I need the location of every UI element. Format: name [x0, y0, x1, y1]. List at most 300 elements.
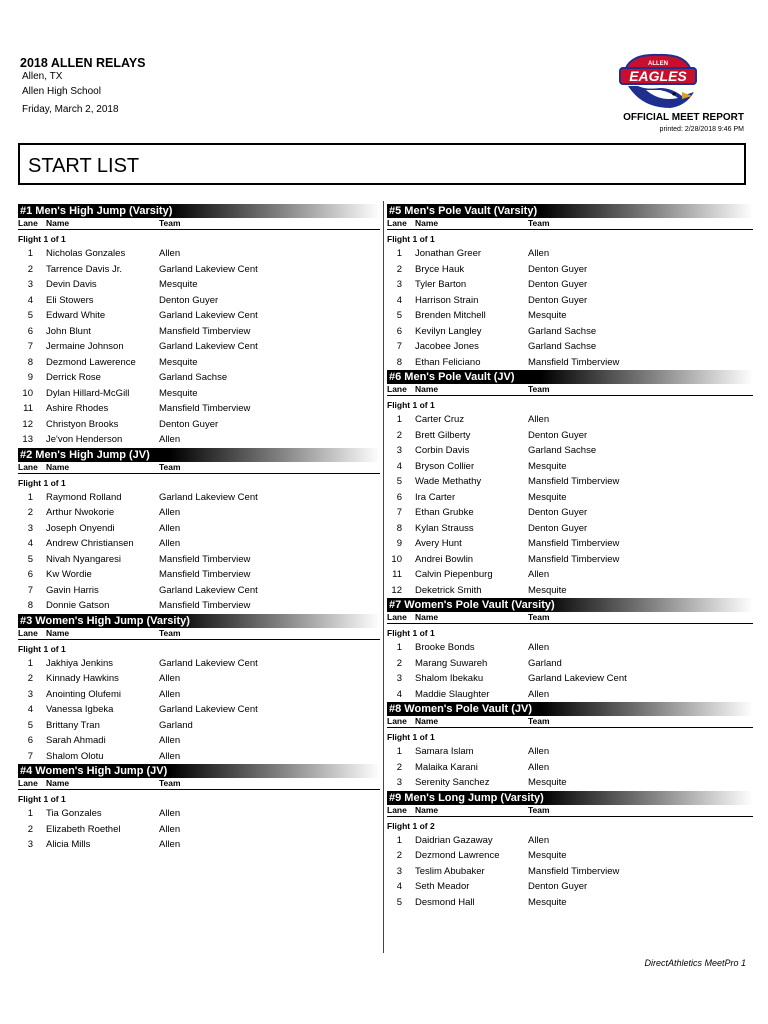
team-name: Allen	[159, 808, 181, 819]
report-label: OFFICIAL MEET REPORT	[623, 112, 744, 123]
athlete-name: Kw Wordie	[46, 569, 92, 580]
entry-row	[18, 749, 380, 765]
flight-label: Flight 1 of 1	[18, 477, 66, 488]
athlete-name: Shalom Olotu	[46, 750, 104, 762]
athlete-name: Corbin Davis	[415, 445, 470, 456]
event-section	[387, 702, 753, 791]
team-name: Mansfield Timberview	[528, 476, 620, 487]
lane-header: Lane	[18, 461, 38, 472]
team-name: Mansfield Timberview	[159, 553, 251, 565]
svg-text:EAGLES: EAGLES	[629, 68, 687, 84]
entry-row	[18, 308, 380, 324]
athlete-name: Carter Cruz	[415, 414, 465, 425]
athlete-name: Dylan Hillard-McGill	[46, 387, 130, 399]
athlete-name: Jakhiya Jenkins	[46, 657, 114, 669]
event-title: #6 Men's Pole Vault (JV)	[387, 370, 753, 384]
entry-row	[387, 355, 753, 371]
team-name: Garland Lakeview Cent	[159, 704, 258, 715]
team-name: Allen	[159, 434, 181, 445]
team-name: Denton Guyer	[528, 522, 588, 534]
athlete-name: Shalom Ibekaku	[415, 673, 484, 684]
athlete-name: Je'von Henderson	[46, 434, 123, 445]
lane-number: 8	[396, 356, 402, 368]
event-section	[18, 448, 380, 614]
footer-software: DirectAthletics MeetPro 1	[644, 958, 746, 968]
entry-row	[387, 552, 753, 568]
entry-row	[18, 656, 380, 672]
team-name: Denton Guyer	[528, 881, 588, 892]
lane-number: 8	[27, 356, 33, 368]
lane-number: 3	[27, 279, 33, 290]
entry-row	[387, 687, 753, 703]
team-header: Team	[528, 612, 550, 622]
lane-number: 6	[396, 491, 402, 503]
athlete-name: Ashire Rhodes	[46, 403, 109, 414]
team-name: Mesquite	[528, 491, 567, 503]
lane-number: 5	[396, 896, 402, 908]
lane-number: 2	[396, 429, 402, 441]
athlete-name: Dezmond Lawrence	[415, 850, 500, 861]
event-section	[18, 614, 380, 765]
entry-row	[18, 552, 380, 568]
column-header	[18, 778, 380, 790]
athlete-name: Eli Stowers	[46, 294, 94, 306]
athlete-name: Teslim Abubaker	[415, 865, 485, 877]
lane-number: 1	[27, 808, 33, 819]
team-name: Garland Sachse	[159, 372, 228, 383]
lane-header: Lane	[387, 612, 407, 622]
athlete-name: Anointing Olufemi	[46, 688, 121, 700]
lane-header: Lane	[387, 218, 407, 228]
lane-number: 3	[396, 445, 402, 456]
lane-header: Lane	[18, 778, 38, 788]
entry-row	[18, 806, 380, 822]
entry-row	[18, 837, 380, 853]
entry-row	[18, 671, 380, 687]
athlete-name: Samara Islam	[415, 746, 474, 757]
entry-row	[18, 432, 380, 448]
entry-row	[387, 308, 753, 324]
entry-row	[387, 428, 753, 444]
team-name: Denton Guyer	[528, 263, 588, 275]
entry-row	[387, 744, 753, 760]
athlete-name: Ira Carter	[415, 491, 456, 503]
lane-number: 2	[27, 263, 33, 275]
flight-label: Flight 1 of 1	[387, 400, 435, 410]
lane-number: 8	[27, 600, 33, 611]
start-list-banner	[18, 143, 746, 185]
team-name: Garland Sachse	[528, 445, 597, 456]
entry-row	[387, 246, 753, 262]
flight-label: Flight 1 of 1	[387, 732, 435, 742]
lane-number: 1	[396, 414, 402, 425]
entry-row	[18, 417, 380, 433]
athlete-name: Brooke Bonds	[415, 642, 475, 653]
entry-row	[387, 760, 753, 776]
page-title: START LIST	[28, 155, 140, 177]
column-header	[18, 218, 380, 230]
event-title: #5 Men's Pole Vault (Varsity)	[387, 204, 753, 218]
team-header: Team	[159, 218, 181, 228]
team-name: Mesquite	[528, 584, 567, 596]
event-section	[18, 764, 380, 853]
team-name: Mansfield Timberview	[528, 356, 620, 368]
team-header: Team	[159, 461, 181, 472]
athlete-name: Daidrian Gazaway	[415, 834, 493, 846]
entry-row	[18, 339, 380, 355]
lane-number: 11	[392, 569, 402, 580]
entry-row	[18, 822, 380, 838]
team-name: Garland	[528, 657, 562, 669]
event-title: #7 Women's Pole Vault (Varsity)	[387, 598, 753, 612]
team-name: Mansfield Timberview	[159, 569, 251, 580]
lane-number: 3	[396, 865, 402, 877]
name-header: Name	[46, 778, 70, 788]
athlete-name: Andrew Christiansen	[46, 538, 134, 549]
lane-number: 4	[396, 881, 402, 892]
team-name: Allen	[159, 522, 181, 534]
entry-row	[387, 864, 753, 880]
team-name: Mansfield Timberview	[159, 325, 251, 337]
column-header	[387, 805, 753, 817]
meet-city: Allen, TX	[22, 71, 63, 82]
entry-row	[18, 386, 380, 402]
lane-number: 1	[396, 642, 402, 653]
lane-number: 2	[396, 850, 402, 861]
athlete-name: Maddie Slaughter	[415, 688, 490, 700]
lane-number: 2	[396, 263, 402, 275]
athlete-name: Vanessa Igbeka	[46, 704, 114, 715]
event-section	[387, 370, 753, 598]
team-name: Garland Sachse	[528, 341, 597, 352]
lane-number: 1	[396, 834, 402, 846]
entry-row	[387, 833, 753, 849]
athlete-name: Derrick Rose	[46, 372, 101, 383]
athlete-name: Sarah Ahmadi	[46, 735, 106, 746]
entry-row	[387, 262, 753, 278]
lane-number: 12	[391, 584, 402, 596]
event-title: #2 Men's High Jump (JV)	[18, 448, 380, 462]
column-header	[18, 628, 380, 640]
team-name: Allen	[159, 507, 181, 518]
lane-number: 10	[22, 387, 33, 399]
athlete-name: Tyler Barton	[415, 279, 467, 290]
athlete-name: Bryson Collier	[415, 460, 475, 472]
lane-number: 3	[396, 777, 402, 788]
athlete-name: John Blunt	[46, 325, 91, 337]
lane-number: 6	[27, 735, 33, 746]
entry-row	[18, 324, 380, 340]
athlete-name: Wade Methathy	[415, 476, 482, 487]
team-name: Mansfield Timberview	[528, 538, 620, 549]
athlete-name: Andrei Bowlin	[415, 553, 474, 565]
lane-number: 3	[27, 688, 33, 700]
team-name: Allen	[159, 735, 181, 746]
lane-header: Lane	[387, 716, 407, 726]
entry-row	[387, 459, 753, 475]
team-name: Denton Guyer	[528, 294, 588, 306]
team-name: Mesquite	[159, 356, 198, 368]
lane-header: Lane	[18, 218, 38, 228]
entry-row	[387, 536, 753, 552]
name-header: Name	[415, 218, 439, 228]
flight-label: Flight 1 of 1	[18, 794, 66, 804]
lane-number: 4	[396, 688, 402, 700]
team-name: Allen	[159, 673, 181, 684]
athlete-name: Alicia Mills	[46, 839, 91, 850]
team-name: Allen	[528, 761, 550, 773]
athlete-name: Jacobee Jones	[415, 341, 479, 352]
column-divider	[383, 201, 384, 953]
lane-number: 3	[396, 673, 402, 684]
athlete-name: Edward White	[46, 310, 106, 321]
team-name: Allen	[528, 569, 550, 580]
name-header: Name	[46, 218, 70, 228]
athlete-name: Seth Meador	[415, 881, 470, 892]
team-name: Allen	[159, 750, 181, 762]
entry-row	[18, 246, 380, 262]
athlete-name: Brett Gilberty	[415, 429, 471, 441]
allen-eagles-logo	[612, 52, 704, 112]
event-title: #8 Women's Pole Vault (JV)	[387, 702, 753, 716]
event-section	[387, 791, 753, 911]
entry-row	[387, 412, 753, 428]
athlete-name: Nicholas Gonzales	[46, 248, 126, 259]
lane-number: 4	[27, 294, 33, 306]
team-name: Garland Lakeview Cent	[159, 263, 258, 275]
svg-text:ALLEN: ALLEN	[648, 61, 668, 67]
team-name: Mesquite	[528, 310, 567, 321]
lane-number: 4	[27, 704, 33, 715]
lane-number: 10	[391, 553, 402, 565]
team-name: Garland Lakeview Cent	[159, 491, 258, 503]
entry-row	[387, 640, 753, 656]
team-name: Mansfield Timberview	[528, 865, 620, 877]
athlete-name: Dezmond Lawerence	[46, 356, 136, 368]
entry-row	[18, 718, 380, 734]
lane-number: 11	[23, 403, 33, 414]
athlete-name: Calvin Piepenburg	[415, 569, 493, 580]
athlete-name: Harrison Strain	[415, 294, 479, 306]
event-section	[387, 204, 753, 370]
lane-number: 1	[27, 248, 33, 259]
lane-number: 4	[396, 460, 402, 472]
entry-row	[18, 521, 380, 537]
entry-row	[387, 474, 753, 490]
meet-venue: Allen High School	[22, 86, 101, 97]
lane-number: 13	[22, 434, 33, 445]
team-name: Allen	[159, 688, 181, 700]
entry-row	[387, 490, 753, 506]
lane-number: 1	[396, 248, 402, 259]
entry-row	[18, 262, 380, 278]
athlete-name: Desmond Hall	[415, 896, 475, 908]
team-name: Mesquite	[528, 460, 567, 472]
flight-label: Flight 1 of 1	[387, 234, 435, 244]
event-title: #1 Men's High Jump (Varsity)	[18, 204, 380, 218]
team-name: Allen	[528, 642, 550, 653]
team-name: Mesquite	[159, 387, 198, 399]
team-name: Garland Lakeview Cent	[528, 673, 627, 684]
lane-number: 3	[27, 522, 33, 534]
entry-row	[387, 879, 753, 895]
lane-number: 1	[396, 746, 402, 757]
lane-number: 2	[27, 673, 33, 684]
athlete-name: Arthur Nwokorie	[46, 507, 115, 518]
lane-number: 7	[396, 507, 402, 518]
event-title: #9 Men's Long Jump (Varsity)	[387, 791, 753, 805]
athlete-name: Bryce Hauk	[415, 263, 465, 275]
athlete-name: Tarrence Davis Jr.	[46, 263, 123, 275]
athlete-name: Ethan Grubke	[415, 507, 474, 518]
lane-number: 7	[27, 750, 33, 762]
lane-number: 6	[396, 325, 402, 337]
entry-row	[387, 324, 753, 340]
entry-row	[387, 277, 753, 293]
entry-row	[18, 277, 380, 293]
flight-label: Flight 1 of 1	[18, 643, 66, 654]
entry-row	[18, 702, 380, 718]
lane-number: 7	[396, 341, 402, 352]
lane-number: 12	[22, 418, 33, 430]
entry-row	[18, 687, 380, 703]
name-header: Name	[415, 804, 439, 815]
team-header: Team	[528, 218, 550, 228]
flight-label: Flight 1 of 1	[18, 234, 66, 244]
athlete-name: Deketrick Smith	[415, 584, 482, 596]
entry-row	[18, 293, 380, 309]
team-name: Mansfield Timberview	[159, 403, 251, 414]
lane-number: 9	[27, 372, 33, 383]
lane-number: 5	[27, 553, 33, 565]
entry-row	[18, 370, 380, 386]
team-name: Allen	[159, 823, 181, 835]
lane-number: 1	[27, 491, 33, 503]
athlete-name: Jonathan Greer	[415, 248, 482, 259]
team-header: Team	[159, 778, 181, 788]
lane-header: Lane	[387, 384, 407, 394]
team-header: Team	[528, 716, 550, 726]
lane-header: Lane	[18, 627, 38, 638]
athlete-name: Malaika Karani	[415, 761, 478, 773]
lane-number: 8	[396, 522, 402, 534]
entry-row	[387, 895, 753, 911]
lane-number: 5	[396, 476, 402, 487]
athlete-name: Devin Davis	[46, 279, 97, 290]
lane-number: 6	[27, 569, 33, 580]
lane-number: 5	[27, 310, 33, 321]
name-header: Name	[415, 716, 439, 726]
entry-row	[18, 583, 380, 599]
team-name: Mesquite	[528, 850, 567, 861]
team-name: Denton Guyer	[528, 279, 588, 290]
team-name: Mesquite	[528, 896, 567, 908]
entry-row	[387, 339, 753, 355]
team-name: Garland Lakeview Cent	[159, 584, 258, 596]
team-name: Allen	[159, 839, 181, 850]
team-name: Denton Guyer	[528, 507, 588, 518]
athlete-name: Brittany Tran	[46, 719, 100, 731]
lane-number: 2	[27, 823, 33, 835]
athlete-name: Christyon Brooks	[46, 418, 119, 430]
team-name: Allen	[528, 688, 550, 700]
athlete-name: Serenity Sanchez	[415, 777, 490, 788]
lane-number: 2	[396, 761, 402, 773]
event-title: #3 Women's High Jump (Varsity)	[18, 614, 380, 628]
team-header: Team	[528, 384, 550, 394]
lane-number: 3	[27, 839, 33, 850]
entry-row	[18, 733, 380, 749]
column-header	[387, 716, 753, 728]
team-name: Allen	[159, 248, 181, 259]
athlete-name: Kevilyn Langley	[415, 325, 482, 337]
column-header	[387, 612, 753, 624]
team-name: Garland Sachse	[528, 325, 597, 337]
lane-number: 5	[396, 310, 402, 321]
entry-row	[387, 521, 753, 537]
entry-row	[387, 656, 753, 672]
entry-row	[387, 567, 753, 583]
team-name: Mesquite	[528, 777, 567, 788]
athlete-name: Donnie Gatson	[46, 600, 110, 611]
lane-number: 7	[27, 584, 33, 596]
team-name: Garland	[159, 719, 193, 731]
lane-number: 9	[396, 538, 402, 549]
column-header	[387, 384, 753, 396]
team-header: Team	[159, 627, 181, 638]
athlete-name: Marang Suwareh	[415, 657, 488, 669]
team-name: Allen	[159, 538, 181, 549]
lane-header: Lane	[387, 804, 407, 815]
team-name: Allen	[528, 414, 550, 425]
flight-label: Flight 1 of 1	[387, 628, 435, 638]
athlete-name: Kinnady Hawkins	[46, 673, 119, 684]
entry-row	[387, 775, 753, 791]
athlete-name: Nivah Nyangaresi	[46, 553, 121, 565]
entry-row	[18, 567, 380, 583]
athlete-name: Gavin Harris	[46, 584, 99, 596]
team-header: Team	[528, 804, 550, 815]
entry-row	[18, 355, 380, 371]
lane-number: 2	[396, 657, 402, 669]
event-title: #4 Women's High Jump (JV)	[18, 764, 380, 778]
team-name: Allen	[528, 834, 550, 846]
athlete-name: Avery Hunt	[415, 538, 462, 549]
athlete-name: Elizabeth Roethel	[46, 823, 121, 835]
entry-row	[18, 598, 380, 614]
name-header: Name	[46, 627, 70, 638]
meet-date: Friday, March 2, 2018	[22, 104, 119, 115]
right-column	[387, 204, 753, 910]
team-name: Allen	[528, 248, 550, 259]
entry-row	[387, 505, 753, 521]
entry-row	[18, 490, 380, 506]
athlete-name: Ethan Feliciano	[415, 356, 481, 368]
team-name: Garland Lakeview Cent	[159, 341, 258, 352]
name-header: Name	[415, 384, 439, 394]
entry-row	[18, 401, 380, 417]
printed-timestamp: printed: 2/28/2018 9:46 PM	[659, 126, 744, 133]
event-section	[18, 204, 380, 448]
column-header	[387, 218, 753, 230]
entry-row	[18, 505, 380, 521]
lane-number: 5	[27, 719, 33, 731]
column-header	[18, 462, 380, 474]
entry-row	[387, 583, 753, 599]
team-name: Mesquite	[159, 279, 198, 290]
entry-row	[18, 536, 380, 552]
meet-title: 2018 ALLEN RELAYS	[20, 56, 146, 70]
